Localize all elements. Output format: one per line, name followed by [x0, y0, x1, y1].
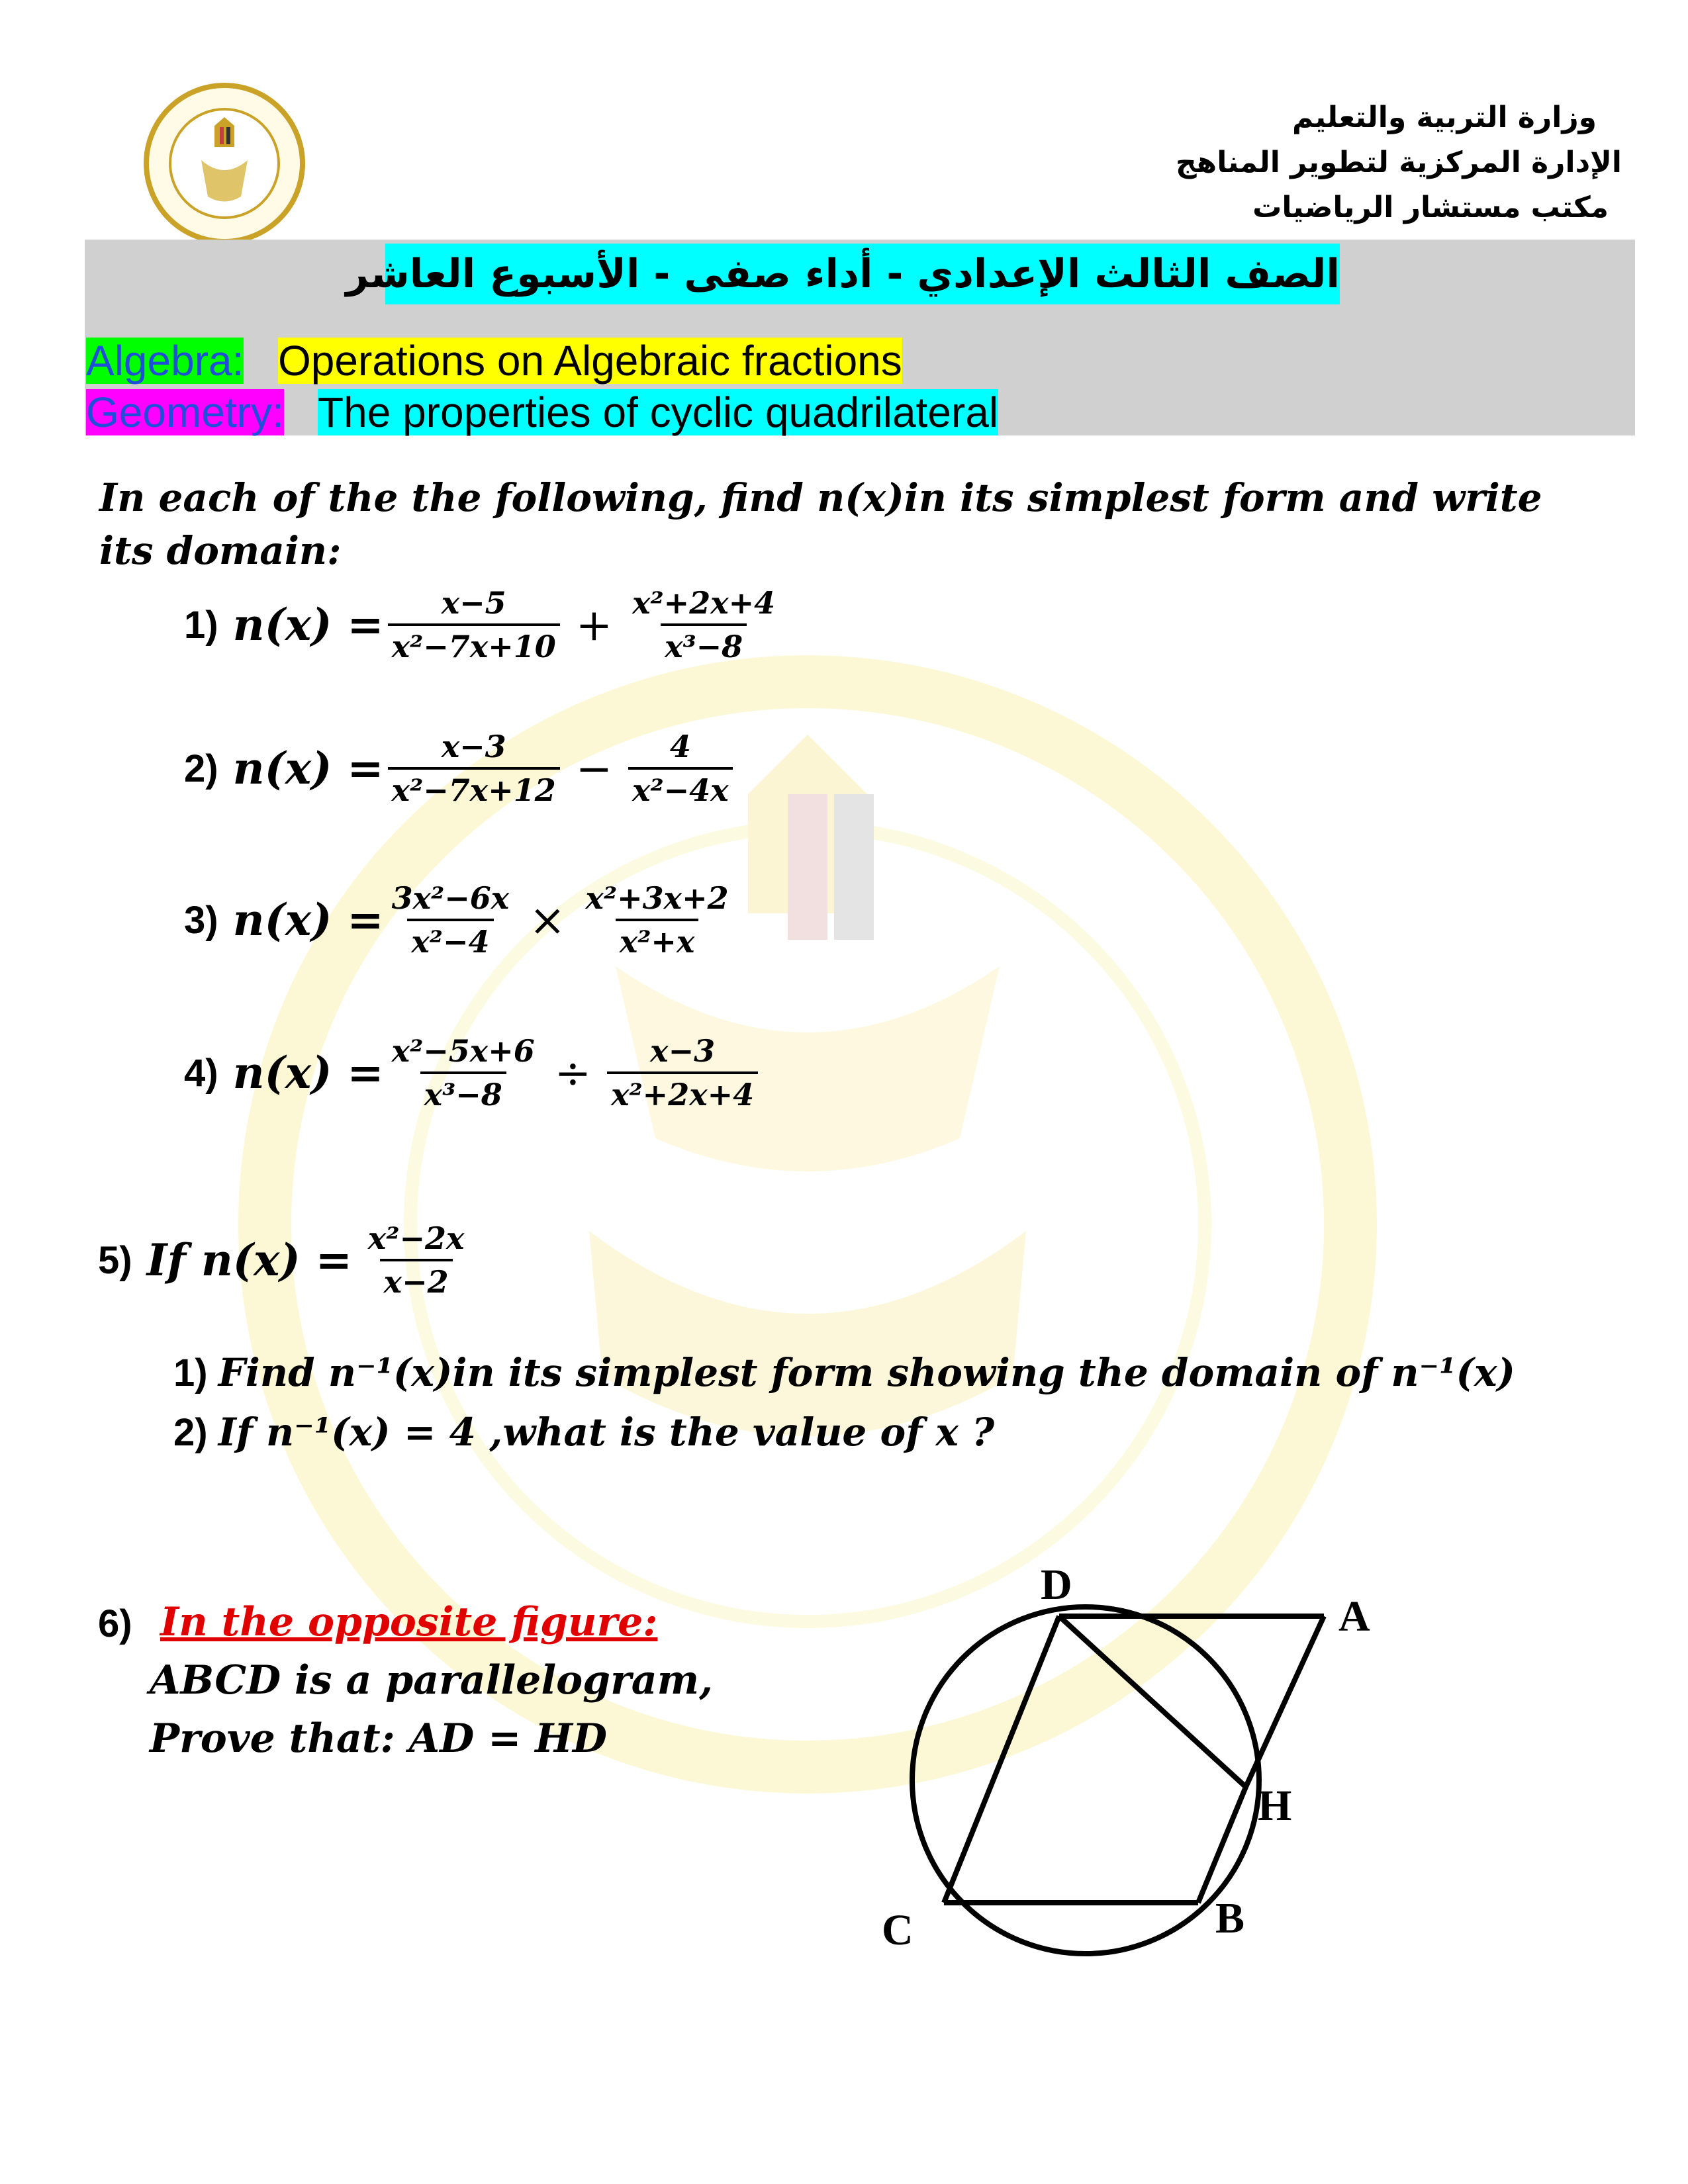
denominator: x³−8: [420, 1071, 506, 1115]
q5-part-2: [173, 1410, 994, 1455]
operator: −: [575, 743, 613, 794]
question-3: [184, 878, 737, 962]
numerator: x²−2x: [367, 1220, 465, 1256]
operator: +: [575, 599, 613, 651]
q6-prove: Prove that: AD = HD: [150, 1715, 607, 1762]
fraction: [388, 878, 514, 962]
instruction-line-1: In each of the the following, find n(x)in its simplest form and write: [99, 475, 1542, 520]
ministry-logo: [142, 81, 307, 246]
part-text: Find n⁻¹(x)in its simplest form showing the domain of n⁻¹(x): [218, 1350, 1515, 1395]
numerator: 4: [669, 729, 691, 764]
geometry-label: Geometry:: [86, 388, 284, 436]
numerator: x²+2x+4: [632, 585, 776, 621]
operator: ×: [529, 894, 566, 946]
algebra-label: Algebra:: [86, 337, 244, 385]
fraction: [364, 1218, 469, 1302]
segment-dh: [1059, 1616, 1246, 1787]
part-number: 1): [173, 1351, 208, 1394]
question-number: 2): [184, 747, 218, 790]
q5-part-1: [173, 1350, 1515, 1395]
ministry-name: وزارة التربية والتعليم: [1292, 101, 1597, 134]
cyclic-quadrilateral-figure: [861, 1562, 1443, 2012]
label-d: D: [1041, 1562, 1072, 1609]
denominator: x³−8: [661, 623, 747, 667]
denominator: x²−7x+12: [388, 767, 560, 811]
fraction: [628, 726, 733, 811]
segment-ah: [1246, 1616, 1324, 1787]
label-a: A: [1338, 1592, 1370, 1641]
numerator: x²+3x+2: [585, 880, 729, 916]
fraction: [607, 1030, 758, 1115]
numerator: x−5: [441, 585, 506, 621]
denominator: x²+x: [616, 919, 699, 962]
office-name: مكتب مستشار الرياضيات: [1252, 191, 1609, 224]
instruction-line-2: its domain:: [99, 528, 342, 573]
equation-lhs: n(x) =: [232, 599, 384, 651]
label-c: C: [882, 1906, 914, 1954]
q6-heading: In the opposite figure:: [160, 1599, 658, 1645]
denominator: x²−7x+10: [388, 623, 560, 667]
fraction: [388, 726, 560, 811]
algebra-topic: Operations on Algebraic fractions: [278, 337, 902, 385]
denominator: x²−4: [407, 919, 493, 962]
operator: ÷: [554, 1047, 592, 1099]
denominator: x²−4x: [628, 767, 733, 811]
equation-lhs: n(x) =: [232, 894, 384, 946]
label-b: B: [1215, 1894, 1245, 1942]
equation-lhs: n(x) =: [232, 743, 384, 794]
equation-lhs: If n(x) =: [146, 1234, 352, 1286]
denominator: x²+2x+4: [607, 1071, 758, 1115]
part-number: 2): [173, 1411, 208, 1454]
page-title: الصف الثالث الإعدادي - أداء صفى - الأسبوع العاشر: [385, 244, 1340, 304]
label-h: H: [1258, 1782, 1292, 1830]
equation-lhs: n(x) =: [232, 1047, 384, 1099]
question-number: 1): [184, 603, 218, 647]
part-text: If n⁻¹(x) = 4 ,what is the value of x ?: [218, 1410, 995, 1455]
question-number: 5): [98, 1238, 132, 1282]
question-number: 3): [184, 898, 218, 942]
numerator: 3x²−6x: [391, 880, 510, 916]
denominator: x−2: [380, 1259, 453, 1302]
question-2: [184, 726, 737, 811]
fraction: [628, 582, 779, 667]
fraction: [388, 582, 560, 667]
numerator: x²−5x+6: [391, 1033, 535, 1069]
numerator: x−3: [650, 1033, 716, 1069]
question-1: [184, 582, 783, 667]
geometry-topic: The properties of cyclic quadrilateral: [318, 388, 999, 436]
question-5: [98, 1218, 472, 1302]
numerator: x−3: [441, 729, 506, 764]
question-number: 6): [98, 1602, 132, 1645]
fraction: [582, 878, 733, 962]
question-4: [184, 1030, 762, 1115]
department-name: الإدارة المركزية لتطوير المناهج: [1175, 146, 1622, 179]
question-number: 4): [184, 1051, 218, 1095]
fraction: [388, 1030, 539, 1115]
q6-given: ABCD is a parallelogram,: [150, 1657, 713, 1704]
